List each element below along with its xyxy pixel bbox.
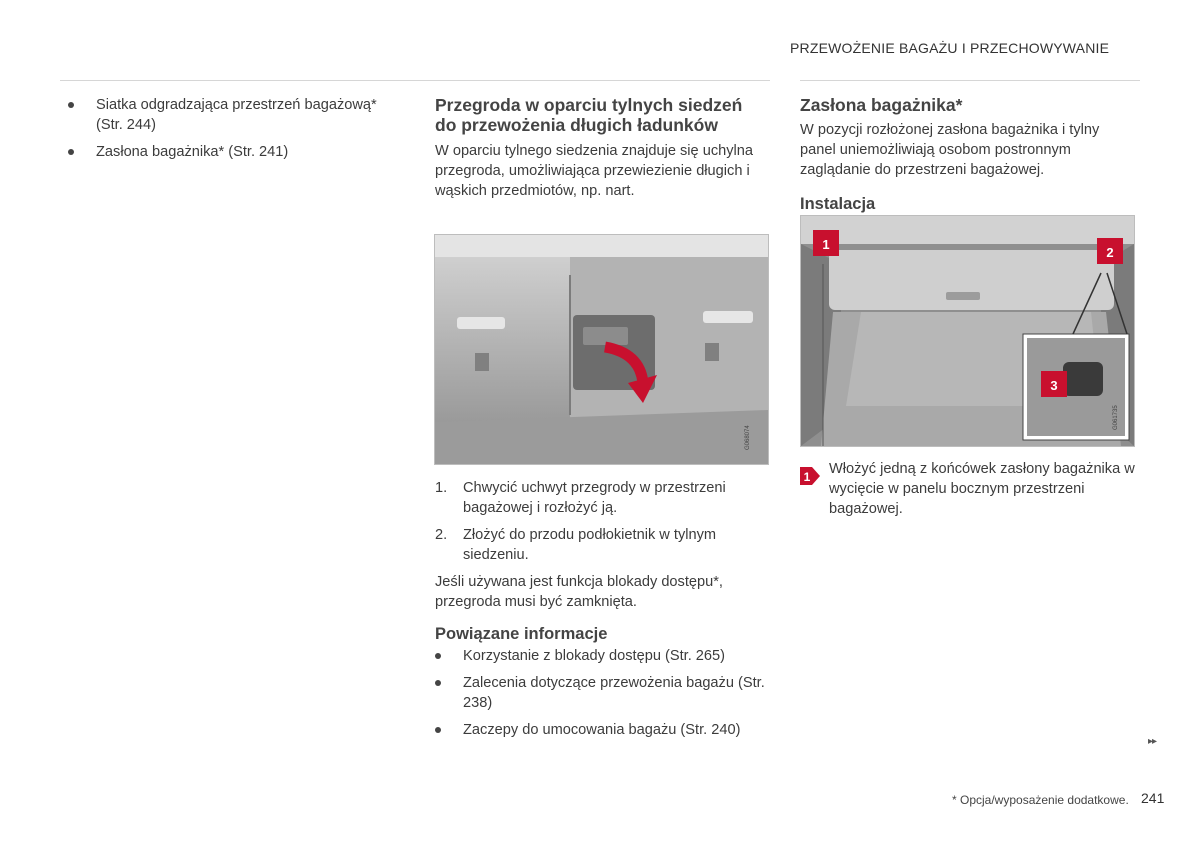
- installation-heading: Instalacja: [800, 195, 876, 213]
- middle-column-steps: [435, 478, 765, 747]
- list-item-text[interactable]: Korzystanie z blokady dostępu (Str. 265): [463, 648, 726, 664]
- list-item[interactable]: [435, 720, 765, 740]
- related-list: [435, 646, 765, 740]
- section-heading: Przegroda w oparciu tylnych siedzeń do przewożenia długich ładunków: [435, 95, 743, 135]
- step-text: Złożyć do przodu podłokietnik w tylnym siedzeniu.: [463, 527, 717, 563]
- left-column: [68, 95, 388, 169]
- related-heading: Powiązane informacje: [435, 625, 608, 643]
- header-rule-right: [800, 80, 1140, 81]
- list-item[interactable]: [68, 142, 388, 162]
- section-header: PRZEWOŻENIE BAGAŻU I PRZECHOWYWANIE: [790, 40, 1110, 56]
- seat-passthrough-figure: [434, 234, 769, 465]
- section-heading: Zasłona bagażnika*: [800, 95, 963, 115]
- step-text: Włożyć jedną z końcówek zasłony bagażnika w wycięcie w panelu bocznym przestrzeni bagażowej.: [829, 461, 1135, 517]
- list-item[interactable]: [435, 646, 765, 666]
- bullet-icon: [68, 149, 74, 155]
- step-number: 1.: [435, 480, 448, 496]
- step-number: 2.: [435, 527, 448, 543]
- callout-3: 3: [1050, 378, 1058, 393]
- list-item-text[interactable]: Zaczepy do umocowania bagażu (Str. 240): [463, 722, 741, 738]
- access-note: Jeśli używana jest funkcja blokady dostępu*, przegroda musi być zamknięta.: [435, 574, 723, 610]
- cargo-cover-illustration: [801, 216, 1134, 446]
- list-item[interactable]: [68, 95, 388, 135]
- step-list: [435, 478, 765, 565]
- step-badge-icon: [800, 467, 820, 485]
- callout-1: 1: [822, 237, 830, 252]
- intro-paragraph: W pozycji rozłożonej zasłona bagażnika i tylny panel uniemożliwiają osobom postronnym zaglądanie do przestrzeni bagażowej.: [800, 122, 1100, 178]
- bullet-icon: [435, 727, 441, 733]
- middle-column: [435, 95, 765, 201]
- seat-passthrough-illustration: [435, 235, 768, 464]
- figure-code: G061735: [1113, 405, 1119, 430]
- list-item[interactable]: [435, 673, 765, 713]
- step-badge-number: 1: [803, 470, 811, 484]
- header-rule-middle: [435, 80, 770, 81]
- related-list-left: [68, 95, 388, 162]
- step-item: [435, 525, 765, 565]
- list-item-text[interactable]: Zasłona bagażnika* (Str. 241): [96, 144, 289, 160]
- figure-code: G068074: [745, 425, 751, 450]
- list-item-text[interactable]: Zalecenia dotyczące przewożenia bagażu (Str. 238): [463, 675, 765, 711]
- footnote: * Opcja/wyposażenie dodatkowe.: [952, 793, 1129, 807]
- continue-marker: ▸▸: [1148, 736, 1157, 747]
- step-text: Chwycić uchwyt przegrody w przestrzeni bagażowej i rozłożyć ją.: [463, 480, 726, 516]
- bullet-icon: [435, 653, 441, 659]
- intro-paragraph: W oparciu tylnego siedzenia znajduje się uchylna przegroda, umożliwiająca przewiezienie długich i wąskich przedmiotów, np. nart.: [435, 143, 754, 199]
- bullet-icon: [435, 680, 441, 686]
- right-column: [800, 95, 1135, 214]
- header-rule-left: [60, 80, 435, 81]
- step-item: [435, 478, 765, 518]
- bullet-icon: [68, 102, 74, 108]
- list-item-text[interactable]: Siatka odgradzająca przestrzeń bagażową* (Str. 244): [96, 97, 377, 133]
- callout-2: 2: [1106, 245, 1114, 260]
- cargo-cover-figure: [800, 215, 1135, 447]
- right-column-step: [800, 459, 1135, 519]
- page-number: 241: [1141, 790, 1165, 806]
